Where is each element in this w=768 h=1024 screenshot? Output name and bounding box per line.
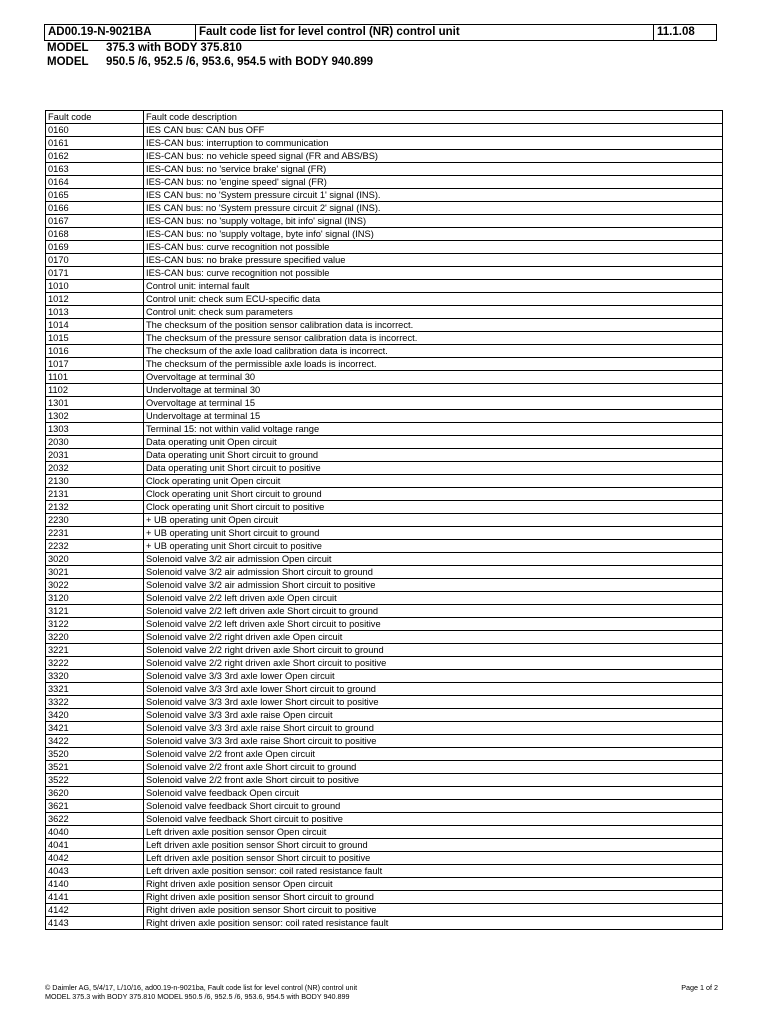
table-row [46,839,723,852]
fault-description-cell: Solenoid valve 3/3 3rd axle lower Open circuit [144,670,723,683]
fault-code-cell: 3220 [46,631,144,644]
fault-code-cell: 3320 [46,670,144,683]
fault-description-cell: Solenoid valve feedback Open circuit [144,787,723,800]
table-row [46,683,723,696]
fault-code-cell: 0167 [46,215,144,228]
fault-description-cell: Control unit: internal fault [144,280,723,293]
model-value: 375.3 with BODY 375.810 [106,42,242,54]
table-row [46,657,723,670]
table-row [46,137,723,150]
fault-code-cell: 2132 [46,501,144,514]
table-row [46,280,723,293]
table-row [46,722,723,735]
table-row [46,761,723,774]
table-row [46,891,723,904]
table-row [46,709,723,722]
fault-description-cell: + UB operating unit Open circuit [144,514,723,527]
fault-description-cell: Undervoltage at terminal 30 [144,384,723,397]
table-row [46,241,723,254]
table-row [46,267,723,280]
fault-description-cell: Solenoid valve 2/2 front axle Open circuit [144,748,723,761]
fault-description-cell: Solenoid valve 3/3 3rd axle raise Short circuit to ground [144,722,723,735]
fault-description-cell: Solenoid valve 2/2 right driven axle Open circuit [144,631,723,644]
fault-code-cell: 1012 [46,293,144,306]
table-row [46,228,723,241]
table-row [46,917,723,930]
fault-code-cell: 1014 [46,319,144,332]
fault-code-cell: 3521 [46,761,144,774]
fault-description-cell: IES-CAN bus: no 'supply voltage, byte info' signal (INS) [144,228,723,241]
fault-description-cell: Left driven axle position sensor: coil rated resistance fault [144,865,723,878]
footer-model-line: MODEL 375.3 with BODY 375.810 MODEL 950.5 /6, 952.5 /6, 953.6, 954.5 with BODY 940.899 [45,991,350,1001]
table-row [46,670,723,683]
fault-code-cell: 0166 [46,202,144,215]
fault-description-cell: The checksum of the permissible axle loads is incorrect. [144,358,723,371]
page-footer [45,984,718,1001]
table-row [46,631,723,644]
fault-code-cell: 3520 [46,748,144,761]
fault-description-cell: Solenoid valve 2/2 right driven axle Short circuit to positive [144,657,723,670]
table-row [46,605,723,618]
fault-description-cell: Solenoid valve 2/2 right driven axle Short circuit to ground [144,644,723,657]
model-line-1 [47,41,242,55]
fault-code-cell: 3321 [46,683,144,696]
fault-code-cell: 0162 [46,150,144,163]
fault-code-cell: 3122 [46,618,144,631]
fault-code-table [45,110,723,930]
table-row [46,878,723,891]
table-row [46,865,723,878]
fault-description-cell: Solenoid valve 2/2 left driven axle Short circuit to ground [144,605,723,618]
fault-description-cell: Control unit: check sum parameters [144,306,723,319]
fault-code-cell: 4040 [46,826,144,839]
table-row [46,592,723,605]
footer-copyright-line: © Daimler AG, 5/4/17, L/10/16, ad00.19-n-9021ba, Fault code list for level control (NR) control unit [45,983,358,992]
fault-code-cell: 2130 [46,475,144,488]
fault-description-cell: + UB operating unit Short circuit to positive [144,540,723,553]
table-row [46,488,723,501]
fault-description-cell: Data operating unit Open circuit [144,436,723,449]
table-row [46,202,723,215]
table-row [46,150,723,163]
fault-description-cell: Left driven axle position sensor Short circuit to ground [144,839,723,852]
table-row [46,371,723,384]
fault-code-cell: 3420 [46,709,144,722]
fault-code-cell: 2032 [46,462,144,475]
fault-code-cell: 4143 [46,917,144,930]
fault-code-cell: 3221 [46,644,144,657]
table-row [46,644,723,657]
table-row [46,215,723,228]
table-row [46,462,723,475]
fault-description-cell: IES-CAN bus: no 'service brake' signal (FR) [144,163,723,176]
table-row [46,813,723,826]
column-header-fault-code: Fault code [46,111,144,124]
table-row [46,397,723,410]
table-row [46,774,723,787]
fault-code-cell: 3621 [46,800,144,813]
fault-description-cell: Solenoid valve feedback Short circuit to positive [144,813,723,826]
model-label: MODEL [47,56,89,68]
fault-code-cell: 1013 [46,306,144,319]
fault-description-cell: Clock operating unit Short circuit to ground [144,488,723,501]
table-row [46,436,723,449]
model-value: 950.5 /6, 952.5 /6, 953.6, 954.5 with BODY 940.899 [106,56,374,68]
fault-code-cell: 0160 [46,124,144,137]
fault-code-cell: 1101 [46,371,144,384]
fault-description-cell: Solenoid valve 3/3 3rd axle raise Short circuit to positive [144,735,723,748]
fault-description-cell: Data operating unit Short circuit to positive [144,462,723,475]
fault-code-cell: 1302 [46,410,144,423]
fault-code-cell: 2030 [46,436,144,449]
table-row [46,800,723,813]
fault-code-cell: 2231 [46,527,144,540]
fault-description-cell: Terminal 15: not within valid voltage range [144,423,723,436]
fault-code-cell: 4041 [46,839,144,852]
fault-description-cell: Solenoid valve 2/2 left driven axle Open circuit [144,592,723,605]
table-row [46,514,723,527]
fault-description-cell: Solenoid valve feedback Short circuit to ground [144,800,723,813]
fault-description-cell: Right driven axle position sensor Short circuit to positive [144,904,723,917]
fault-code-cell: 3422 [46,735,144,748]
model-label: MODEL [47,42,89,54]
table-row [46,254,723,267]
document-id: AD00.19-N-9021BA [45,25,196,40]
fault-description-cell: IES CAN bus: CAN bus OFF [144,124,723,137]
fault-description-cell: The checksum of the pressure sensor calibration data is incorrect. [144,332,723,345]
fault-description-cell: IES-CAN bus: curve recognition not possible [144,267,723,280]
fault-description-cell: IES CAN bus: no 'System pressure circuit 1' signal (INS). [144,189,723,202]
fault-code-cell: 2232 [46,540,144,553]
table-row [46,618,723,631]
fault-description-cell: IES-CAN bus: curve recognition not possible [144,241,723,254]
table-row [46,735,723,748]
fault-code-cell: 0165 [46,189,144,202]
fault-code-cell: 2131 [46,488,144,501]
table-row [46,475,723,488]
fault-code-cell: 4142 [46,904,144,917]
table-row [46,306,723,319]
table-row [46,904,723,917]
table-row [46,826,723,839]
fault-code-cell: 1015 [46,332,144,345]
table-row [46,501,723,514]
table-row [46,410,723,423]
fault-description-cell: IES-CAN bus: interruption to communication [144,137,723,150]
table-row [46,696,723,709]
table-row [46,124,723,137]
fault-code-cell: 3222 [46,657,144,670]
table-row [46,384,723,397]
fault-description-cell: Solenoid valve 3/3 3rd axle raise Open circuit [144,709,723,722]
fault-description-cell: Right driven axle position sensor Short circuit to ground [144,891,723,904]
fault-description-cell: Undervoltage at terminal 15 [144,410,723,423]
fault-description-cell: Solenoid valve 3/2 air admission Open circuit [144,553,723,566]
fault-code-cell: 3622 [46,813,144,826]
table-row [46,748,723,761]
table-row [46,163,723,176]
fault-description-cell: Left driven axle position sensor Open circuit [144,826,723,839]
fault-code-cell: 4042 [46,852,144,865]
fault-description-cell: Solenoid valve 3/2 air admission Short circuit to ground [144,566,723,579]
fault-code-cell: 0170 [46,254,144,267]
fault-description-cell: Solenoid valve 2/2 left driven axle Short circuit to positive [144,618,723,631]
table-row [46,553,723,566]
table-row [46,787,723,800]
fault-description-cell: IES-CAN bus: no 'supply voltage, bit info' signal (INS) [144,215,723,228]
fault-description-cell: Data operating unit Short circuit to ground [144,449,723,462]
fault-description-cell: Overvoltage at terminal 30 [144,371,723,384]
page-number: Page 1 of 2 [681,983,718,992]
fault-description-cell: Solenoid valve 2/2 front axle Short circuit to ground [144,761,723,774]
fault-code-cell: 1017 [46,358,144,371]
fault-description-cell: Solenoid valve 3/2 air admission Short circuit to positive [144,579,723,592]
fault-code-cell: 3121 [46,605,144,618]
fault-description-cell: Solenoid valve 2/2 front axle Short circuit to positive [144,774,723,787]
fault-code-cell: 1301 [46,397,144,410]
fault-code-cell: 0163 [46,163,144,176]
column-header-description: Fault code description [144,111,723,124]
fault-code-cell: 4140 [46,878,144,891]
fault-code-cell: 3322 [46,696,144,709]
document-title: Fault code list for level control (NR) control unit [196,25,654,40]
fault-code-cell: 3120 [46,592,144,605]
fault-code-cell: 0164 [46,176,144,189]
table-row [46,540,723,553]
fault-description-cell: Clock operating unit Open circuit [144,475,723,488]
fault-description-cell: Overvoltage at terminal 15 [144,397,723,410]
fault-code-cell: 3421 [46,722,144,735]
table-row [46,332,723,345]
fault-code-cell: 0168 [46,228,144,241]
table-row [46,176,723,189]
fault-description-cell: Clock operating unit Short circuit to positive [144,501,723,514]
table-body [46,124,723,930]
table-row [46,293,723,306]
fault-description-cell: + UB operating unit Short circuit to ground [144,527,723,540]
table-row [46,423,723,436]
fault-code-cell: 2230 [46,514,144,527]
table-row [46,449,723,462]
table-row [46,852,723,865]
fault-description-cell: The checksum of the position sensor calibration data is incorrect. [144,319,723,332]
table-row [46,189,723,202]
table-header-row [46,111,723,124]
fault-code-cell: 0171 [46,267,144,280]
fault-code-cell: 1016 [46,345,144,358]
fault-code-cell: 0169 [46,241,144,254]
fault-code-cell: 3021 [46,566,144,579]
table-row [46,579,723,592]
document-date: 11.1.08 [657,26,695,38]
table-row [46,566,723,579]
fault-code-cell: 1102 [46,384,144,397]
fault-description-cell: Solenoid valve 3/3 3rd axle lower Short circuit to positive [144,696,723,709]
table-row [46,345,723,358]
fault-code-cell: 3620 [46,787,144,800]
fault-code-cell: 4043 [46,865,144,878]
fault-code-cell: 3020 [46,553,144,566]
fault-code-cell: 1303 [46,423,144,436]
fault-description-cell: IES CAN bus: no 'System pressure circuit 2' signal (INS). [144,202,723,215]
document-header [44,24,717,41]
fault-description-cell: Control unit: check sum ECU-specific data [144,293,723,306]
fault-code-cell: 0161 [46,137,144,150]
fault-code-cell: 3022 [46,579,144,592]
fault-description-cell: Solenoid valve 3/3 3rd axle lower Short circuit to ground [144,683,723,696]
fault-description-cell: The checksum of the axle load calibration data is incorrect. [144,345,723,358]
fault-code-cell: 4141 [46,891,144,904]
fault-description-cell: Left driven axle position sensor Short circuit to positive [144,852,723,865]
fault-code-cell: 2031 [46,449,144,462]
fault-code-cell: 3522 [46,774,144,787]
fault-description-cell: Right driven axle position sensor: coil rated resistance fault [144,917,723,930]
model-line-2 [47,55,373,69]
table-row [46,319,723,332]
fault-description-cell: Right driven axle position sensor Open circuit [144,878,723,891]
fault-description-cell: IES-CAN bus: no brake pressure specified value [144,254,723,267]
fault-code-cell: 1010 [46,280,144,293]
table-row [46,358,723,371]
fault-description-cell: IES-CAN bus: no 'engine speed' signal (FR) [144,176,723,189]
fault-description-cell: IES-CAN bus: no vehicle speed signal (FR and ABS/BS) [144,150,723,163]
table-row [46,527,723,540]
